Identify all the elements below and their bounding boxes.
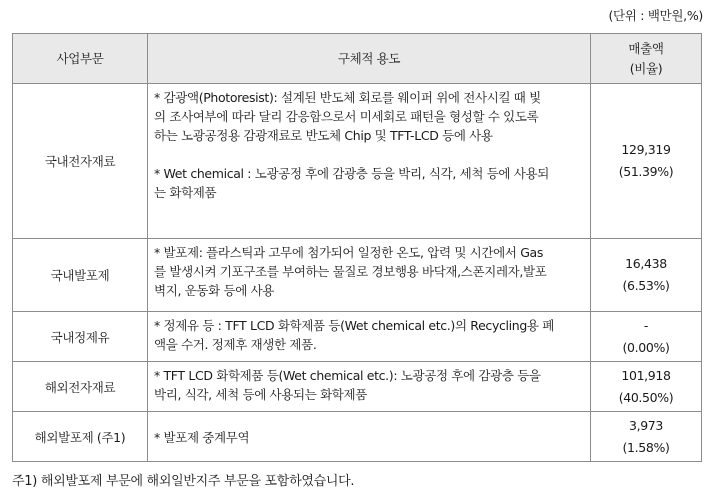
usage-line: * 감광액(Photoresist): 설계된 반도체 회로를 웨이퍼 위에 전사시킬 때 빛 <box>154 90 541 105</box>
usage-line: * 발포제: 플라스틱과 고무에 첨가되어 일정한 온도, 압력 및 시간에서 Gas <box>154 245 544 260</box>
sales-amount: 16,438 <box>625 256 667 271</box>
header-sales-label: 매출액 <box>628 40 664 56</box>
usage-line: 벽지, 운동화 등에 사용 <box>154 283 275 298</box>
table-row-domestic-refined-oil <box>13 312 702 362</box>
sales-ratio: (0.00%) <box>622 339 670 355</box>
sales-amount: 129,319 <box>621 142 671 157</box>
sales-ratio: (51.39%) <box>618 164 674 179</box>
sales-amount: - <box>643 317 649 333</box>
unit-note: (단위 : 백만원,%) <box>608 8 703 23</box>
segment-cell: 해외전자재료 <box>13 362 148 412</box>
table-row-overseas-foaming <box>13 412 702 462</box>
segment-cell: 국내정제유 <box>13 312 148 362</box>
header-row <box>13 34 702 84</box>
usage-line: * 발포제 중계무역 <box>154 429 250 445</box>
sales-cell <box>591 84 702 239</box>
sales-ratio: (40.50%) <box>618 389 674 405</box>
usage-line: 박리, 식각, 세척 등에 사용되는 화학제품 <box>154 387 367 402</box>
sales-cell <box>591 312 702 362</box>
segment-cell: 국내전자재료 <box>13 84 148 239</box>
usage-line: 를 발생시켜 기포구조를 부여하는 물질로 경보행용 바닥재,스폰지레자,발포 <box>154 264 547 279</box>
usage-cell <box>148 239 591 312</box>
usage-cell <box>148 312 591 362</box>
usage-cell <box>148 412 591 462</box>
usage-line: * TFT LCD 화학제품 등(Wet chemical etc.): 노광공정 후에 감광층 등을 <box>154 368 541 383</box>
header-usage: 구체적 용도 <box>148 34 591 84</box>
usage-spacer <box>154 145 586 164</box>
usage-line: 액을 수거. 정제후 재생한 제품. <box>154 337 317 352</box>
table-row-overseas-electronic <box>13 362 702 412</box>
usage-line: 의 조사여부에 따라 달리 감응함으로서 미세회로 패턴을 형성할 수 있도록 <box>154 109 539 124</box>
sales-cell <box>591 362 702 412</box>
usage-cell <box>148 362 591 412</box>
sales-cell <box>591 412 702 462</box>
usage-line: 는 화학제품 <box>154 185 217 200</box>
usage-cell <box>148 84 591 239</box>
segment-cell: 해외발포제 (주1) <box>13 412 148 462</box>
usage-line: 하는 노광공정용 감광재료로 반도체 Chip 및 TFT-LCD 등에 사용 <box>154 128 493 143</box>
segment-cell: 국내발포제 <box>13 239 148 312</box>
sales-table <box>12 33 702 462</box>
sales-cell <box>591 239 702 312</box>
footnote: 주1) 해외발포제 부문에 해외일반지주 부문을 포함하였습니다. <box>12 474 355 489</box>
header-sales <box>591 34 702 84</box>
sales-amount: 101,918 <box>621 367 671 383</box>
sales-ratio: (6.53%) <box>622 278 670 293</box>
table-row-domestic-electronic <box>13 84 702 239</box>
usage-line: * Wet chemical : 노광공정 후에 감광층 등을 박리, 식각, 세척 등에 사용되 <box>154 166 549 181</box>
usage-line: * 정제유 등 : TFT LCD 화학제품 등(Wet chemical etc.)의 Recycling용 폐 <box>154 318 554 333</box>
header-ratio-label: (비율) <box>629 60 663 76</box>
table-row-domestic-foaming <box>13 239 702 312</box>
sales-ratio: (1.58%) <box>622 439 670 455</box>
sales-amount: 3,973 <box>628 417 664 433</box>
header-segment: 사업부문 <box>13 34 148 84</box>
